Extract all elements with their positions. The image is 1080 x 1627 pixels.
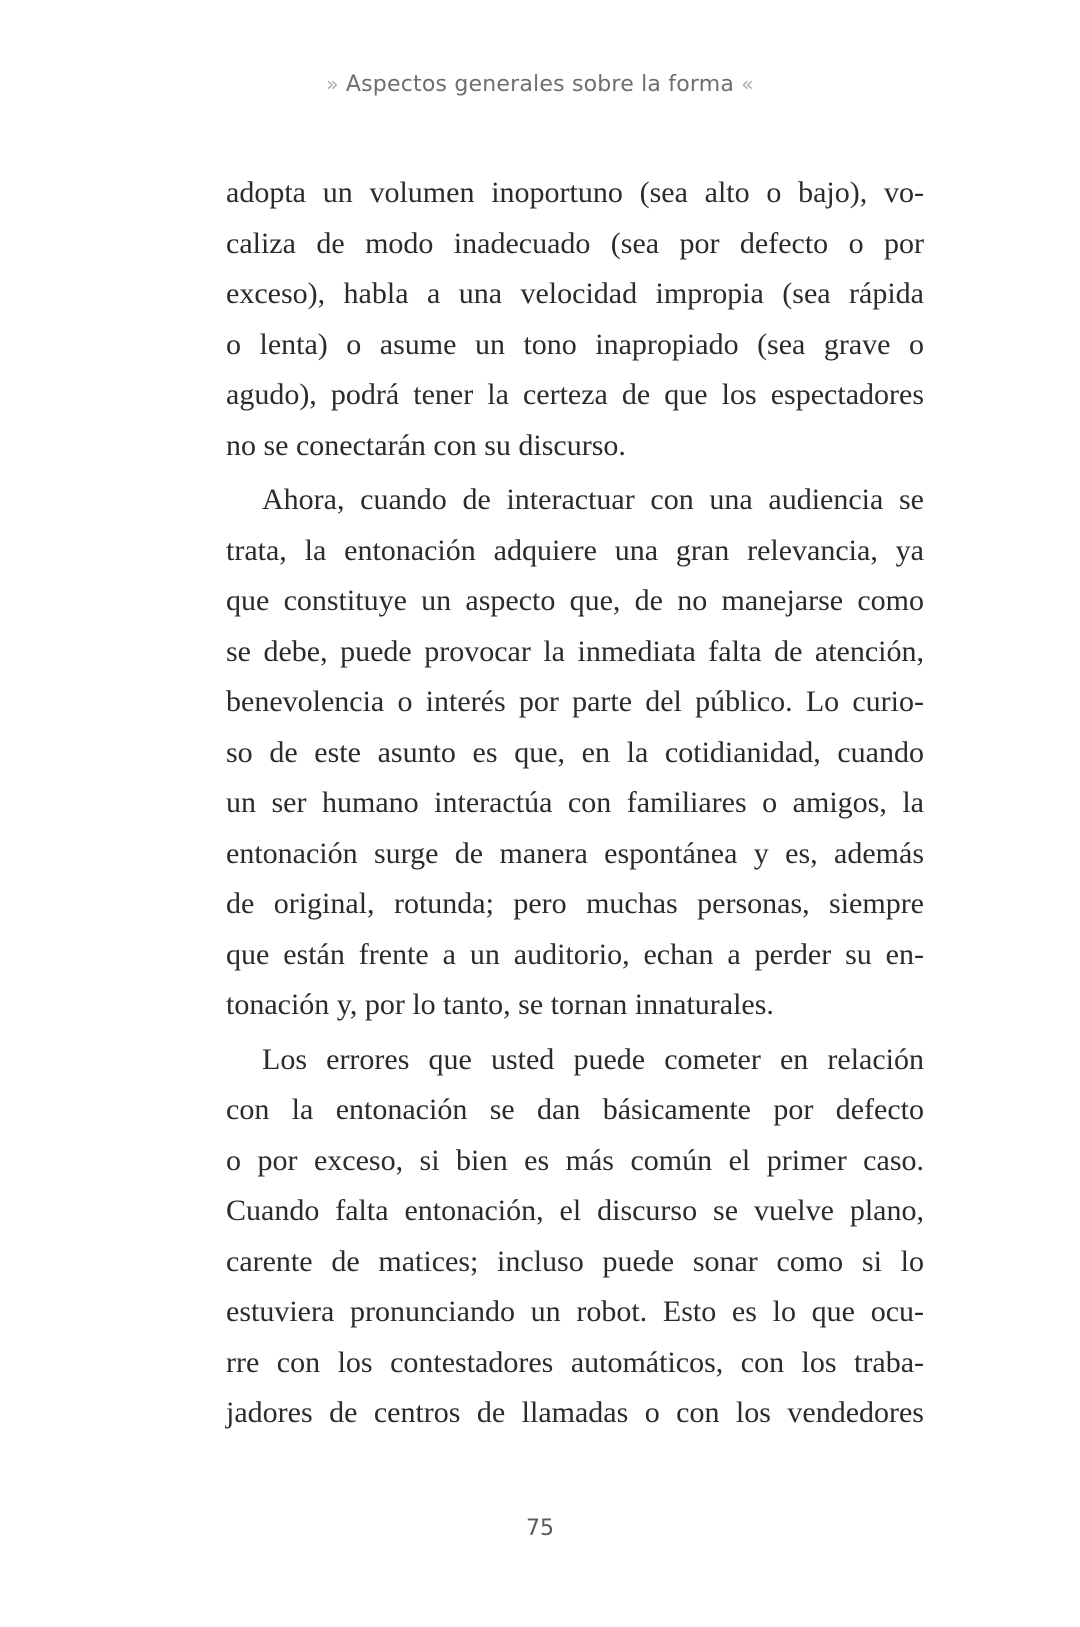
- text-line: o por exceso, si bien es más común el primer caso.: [226, 1143, 924, 1177]
- text-line: so de este asunto es que, en la cotidianidad, cuando: [226, 735, 924, 769]
- text-line: exceso), habla a una velocidad impropia (sea rápida: [226, 277, 924, 310]
- text-line: con la entonación se dan básicamente por defecto: [226, 1093, 924, 1126]
- text-line: adopta un volumen inoportuno (sea alto o bajo), vo-: [226, 176, 924, 209]
- text-line: Ahora, cuando de interactuar con una audiencia se: [262, 483, 924, 516]
- page-number: 75: [526, 1516, 554, 1541]
- body-text: [226, 168, 924, 1443]
- paragraph-1: [226, 168, 924, 471]
- text-line: agudo), podrá tener la certeza de que los espectadores: [226, 378, 924, 411]
- text-line: se debe, puede provocar la inmediata falta de atención,: [226, 634, 924, 668]
- text-line: un ser humano interactúa con familiares o amigos, la: [226, 786, 924, 819]
- paragraph-3: [226, 1035, 924, 1439]
- text-line: carente de matices; incluso puede sonar como si lo: [226, 1244, 924, 1278]
- text-line: Los errores que usted puede cometer en relación: [262, 1042, 924, 1076]
- text-line: trata, la entonación adquiere una gran relevancia, ya: [226, 533, 924, 567]
- text-line: de original, rotunda; pero muchas personas, siempre: [226, 887, 924, 920]
- text-line: que constituye un aspecto que, de no manejarse como: [226, 584, 924, 617]
- text-line: entonación surge de manera espontánea y es, además: [226, 836, 924, 870]
- paragraph-2: [226, 475, 924, 1031]
- text-line: rre con los contestadores automáticos, con los traba-: [226, 1345, 924, 1379]
- text-line: o lenta) o asume un tono inapropiado (sea grave o: [226, 327, 924, 361]
- text-line: caliza de modo inadecuado (sea por defecto o por: [226, 226, 924, 260]
- text-line: que están frente a un auditorio, echan a perder su en-: [226, 937, 924, 971]
- chapter-title: Aspectos generales sobre la forma: [345, 72, 735, 97]
- text-line: Cuando falta entonación, el discurso se vuelve plano,: [226, 1194, 924, 1227]
- close-guillemet: «: [741, 72, 754, 96]
- open-guillemet: »: [326, 72, 339, 96]
- running-header: [0, 72, 1080, 97]
- text-line: estuviera pronunciando un robot. Esto es lo que ocu-: [226, 1295, 924, 1328]
- text-line: jadores de centros de llamadas o con los vendedores: [226, 1396, 924, 1429]
- text-line: no se conectarán con su discurso.: [226, 428, 626, 462]
- text-line: tonación y, por lo tanto, se tornan innaturales.: [226, 988, 774, 1021]
- text-line: benevolencia o interés por parte del público. Lo curio-: [226, 685, 924, 718]
